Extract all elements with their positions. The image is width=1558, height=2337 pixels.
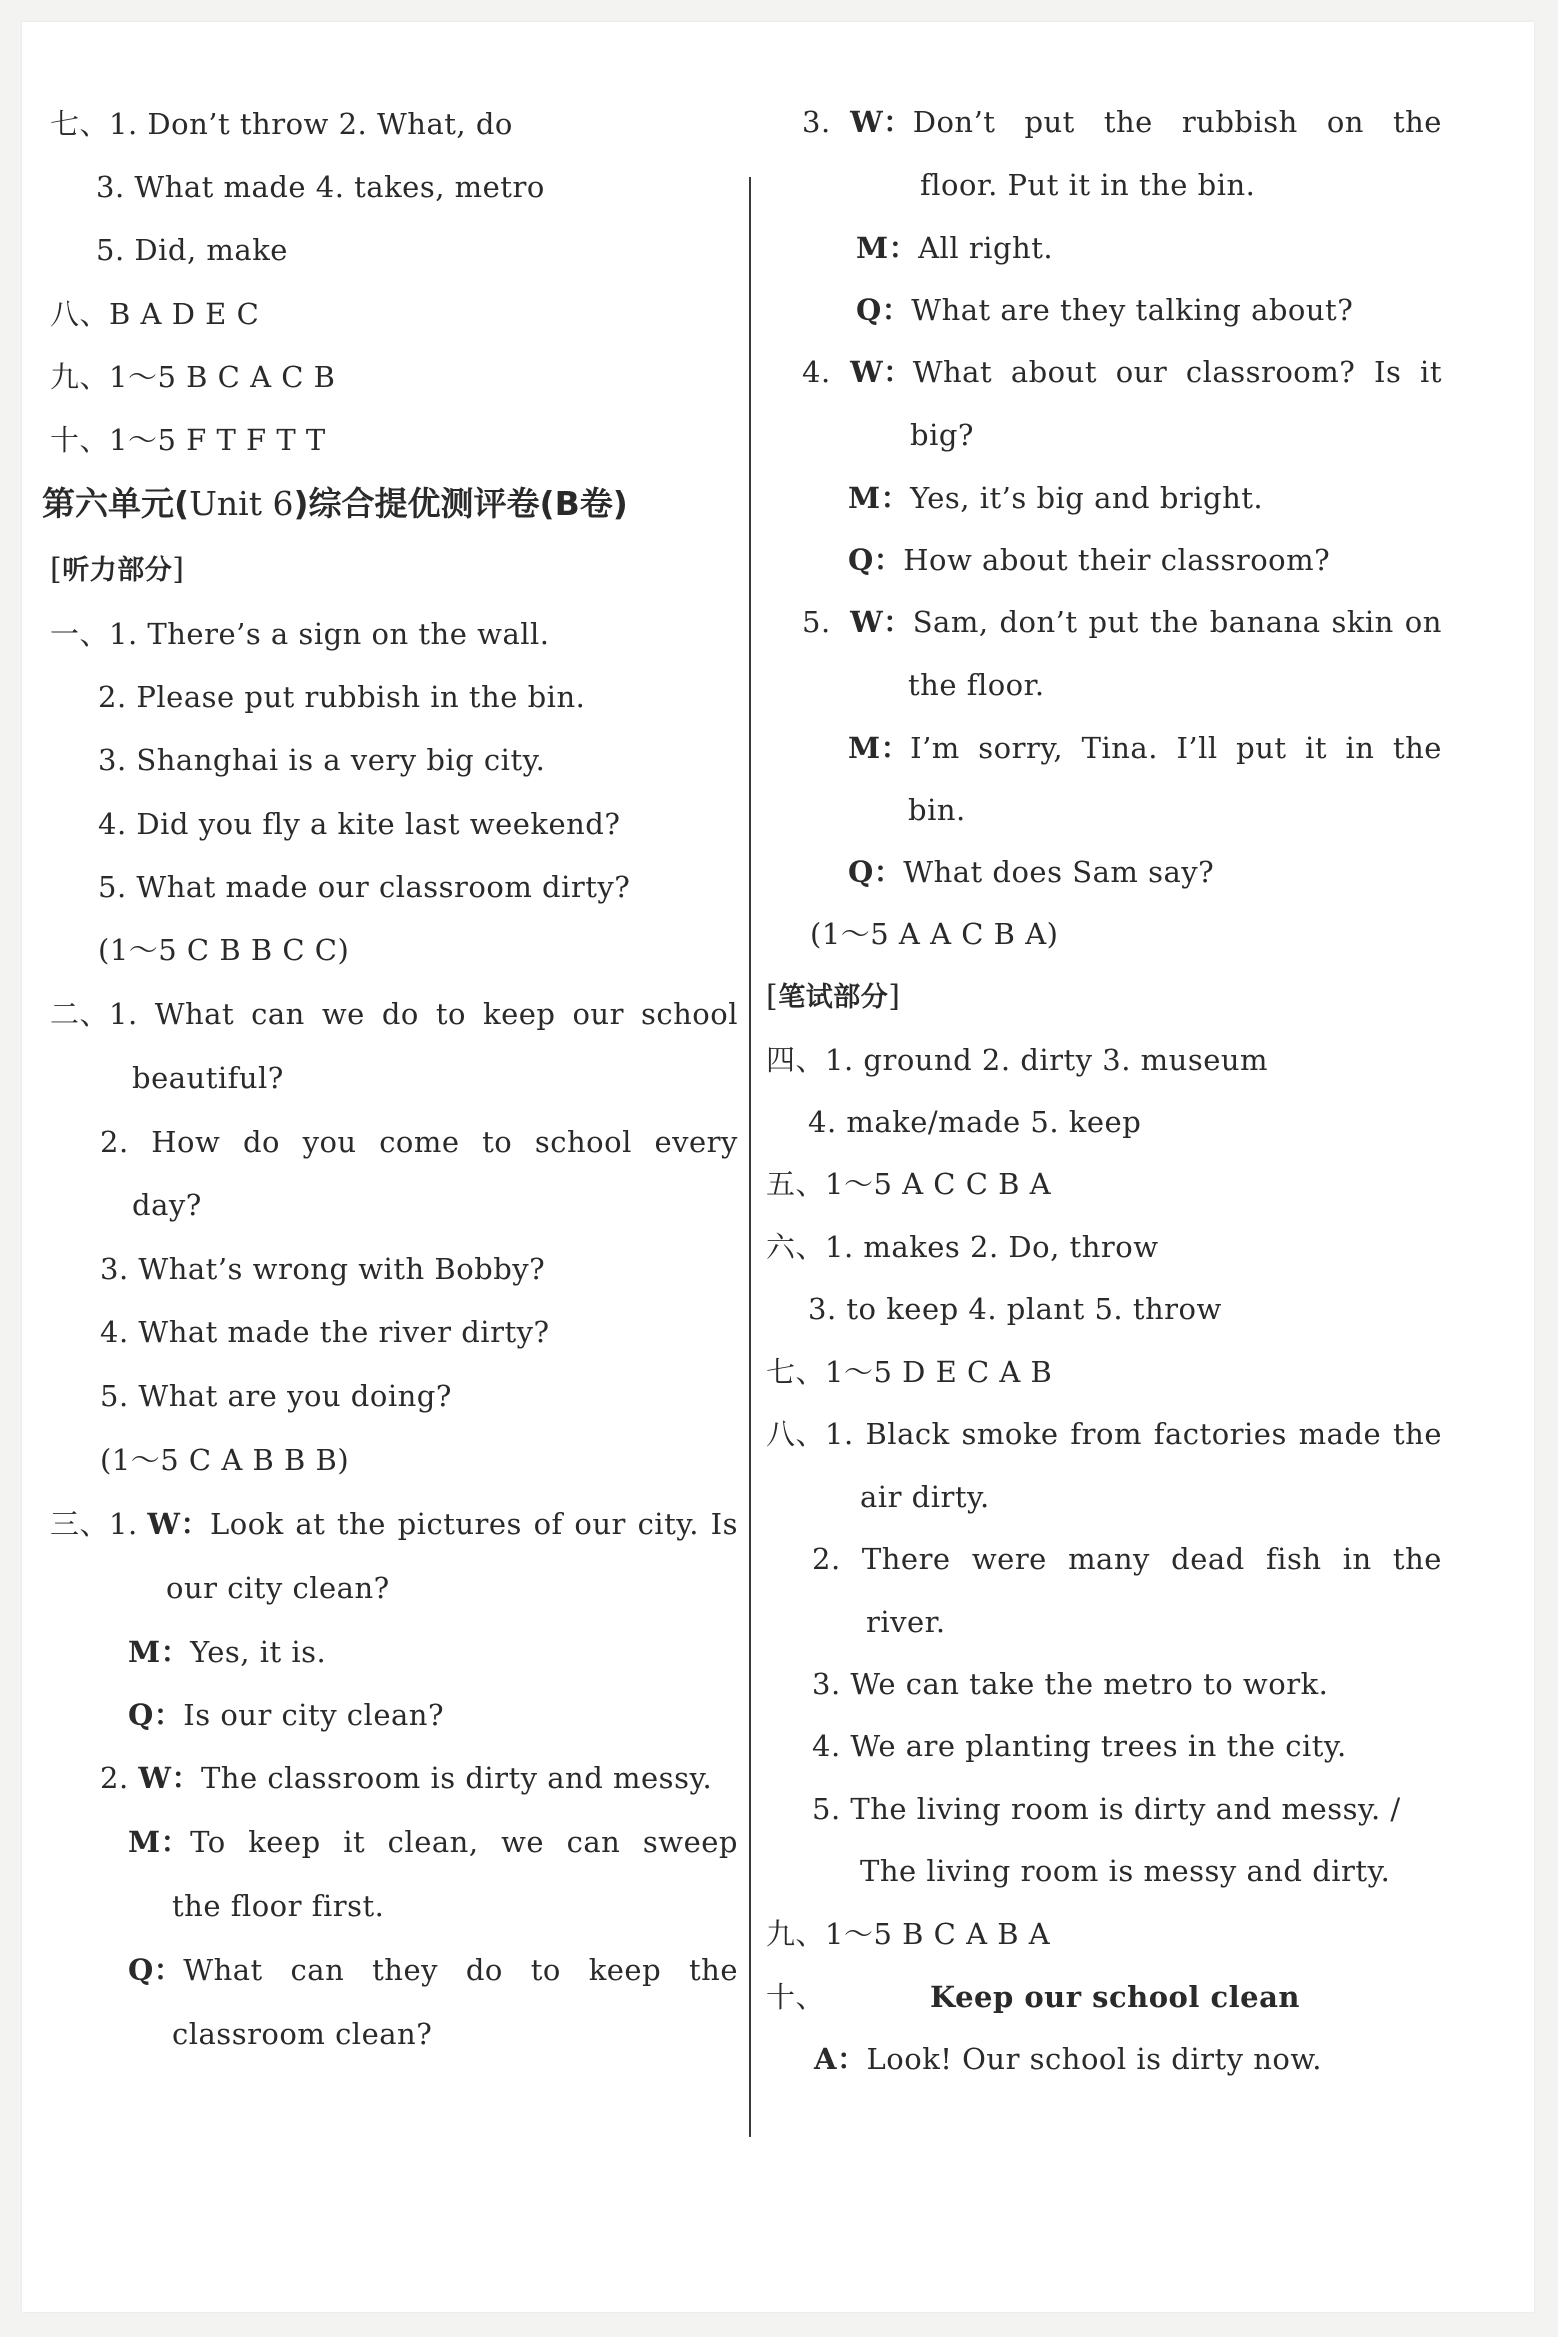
d4-m: M：Yes, it’s big and bright. (848, 481, 1264, 515)
s3-dialog1-m: M：Yes, it is. (128, 1635, 327, 1669)
d3-w-cont: floor. Put it in the bin. (920, 168, 1256, 202)
d3-w: 3. W： Don’t put the rubbish on the (802, 105, 1442, 139)
q8-item5: 5. The living room is dirty and messy. / (812, 1792, 1401, 1826)
s3-dialog1-q: Q：Is our city clean? (128, 1698, 445, 1732)
q6-line2: 3. to keep 4. plant 5. throw (808, 1292, 1222, 1326)
q4-line2: 4. make/made 5. keep (808, 1105, 1142, 1139)
s2-item1: 二、 1. What can we do to keep our school (50, 997, 738, 1031)
d4-w-cont: big? (910, 418, 974, 452)
q8-item2-cont: river. (866, 1605, 946, 1639)
q8-item1: 八、 1. Black smoke from factories made the (766, 1417, 1442, 1451)
s3-answer: (1～5 A A C B A) (810, 917, 1059, 951)
answer-key-page (22, 22, 1534, 2312)
q8-item3: 3. We can take the metro to work. (812, 1667, 1329, 1701)
q7-line1: 七、1. Don’t throw 2. What, do (50, 107, 513, 141)
s1-item4: 4. Did you fly a kite last weekend? (98, 807, 621, 841)
q9-line: 九、1～5 B C A C B (50, 360, 336, 394)
q8-line: 八、B A D E C (50, 297, 260, 331)
d3-q: Q：What are they talking about? (856, 293, 1354, 327)
q4-line1: 四、1. ground 2. dirty 3. museum (766, 1043, 1269, 1077)
s3-dialog2-q: Q： What can they do to keep the (128, 1953, 738, 1987)
s1-item2: 2. Please put rubbish in the bin. (98, 680, 586, 714)
q7-line2: 3. What made 4. takes, metro (96, 170, 545, 204)
unit-title: 第六单元(Unit 6)综合提优测评卷(B卷) (42, 484, 628, 523)
column-divider (749, 177, 751, 2137)
d5-q: Q：What does Sam say? (848, 855, 1215, 889)
s1-item5: 5. What made our classroom dirty? (98, 870, 631, 904)
d4-w: 4. W： What about our classroom? Is it (802, 355, 1442, 389)
s3-dialog2-m: M： To keep it clean, we can sweep (128, 1825, 738, 1859)
d5-m-cont: bin. (908, 793, 966, 827)
q8-item2: 2. There were many dead fish in the (812, 1542, 1442, 1576)
d4-q: Q：How about their classroom? (848, 543, 1331, 577)
written-section-header: [笔试部分] (766, 979, 901, 1014)
q10-line: 十、1～5 F T F T T (50, 423, 326, 457)
q6-line1: 六、1. makes 2. Do, throw (766, 1230, 1159, 1264)
s3-dialog2-w: 2. W：The classroom is dirty and messy. (100, 1761, 713, 1795)
q7-line3: 5. Did, make (96, 233, 288, 267)
s3-dialog1-w-cont: our city clean? (166, 1571, 390, 1605)
s2-item4: 4. What made the river dirty? (100, 1315, 550, 1349)
q10-right-num: 十、 (766, 1980, 826, 2014)
q10-line-a: A：Look! Our school is dirty now. (814, 2042, 1322, 2076)
q8-item1-cont: air dirty. (860, 1480, 990, 1514)
s3-dialog2-q-cont: classroom clean? (172, 2017, 433, 2051)
d5-m: M： I’m sorry, Tina. I’ll put it in the (848, 731, 1442, 765)
d5-w: 5. W： Sam, don’t put the banana skin on (802, 605, 1442, 639)
s1-answer: (1～5 C B B C C) (98, 933, 350, 967)
s2-item1-cont: beautiful? (132, 1061, 284, 1095)
q8-item5-cont: The living room is messy and dirty. (860, 1854, 1391, 1888)
q5-line: 五、1～5 A C C B A (766, 1167, 1052, 1201)
d3-m: M：All right. (856, 231, 1054, 265)
s1-item1: 一、1. There’s a sign on the wall. (50, 617, 550, 651)
listening-section-header: [听力部分] (50, 552, 185, 587)
s3-dialog2-m-cont: the floor first. (172, 1889, 385, 1923)
s2-item5: 5. What are you doing? (100, 1379, 452, 1413)
d5-w-cont: the floor. (908, 668, 1045, 702)
q8-item4: 4. We are planting trees in the city. (812, 1729, 1347, 1763)
q10-heading: Keep our school clean (930, 1980, 1301, 2014)
s2-item3: 3. What’s wrong with Bobby? (100, 1252, 546, 1286)
s2-answer: (1～5 C A B B B) (100, 1443, 350, 1477)
q7-right-line: 七、1～5 D E C A B (766, 1355, 1053, 1389)
s2-item2: 2. How do you come to school every (100, 1125, 738, 1159)
s3-dialog1-w: 三、 1. W： Look at the pictures of our city. Is (50, 1507, 738, 1541)
s1-item3: 3. Shanghai is a very big city. (98, 743, 546, 777)
q9-right-line: 九、1～5 B C A B A (766, 1917, 1051, 1951)
s2-item2-cont: day? (132, 1188, 202, 1222)
